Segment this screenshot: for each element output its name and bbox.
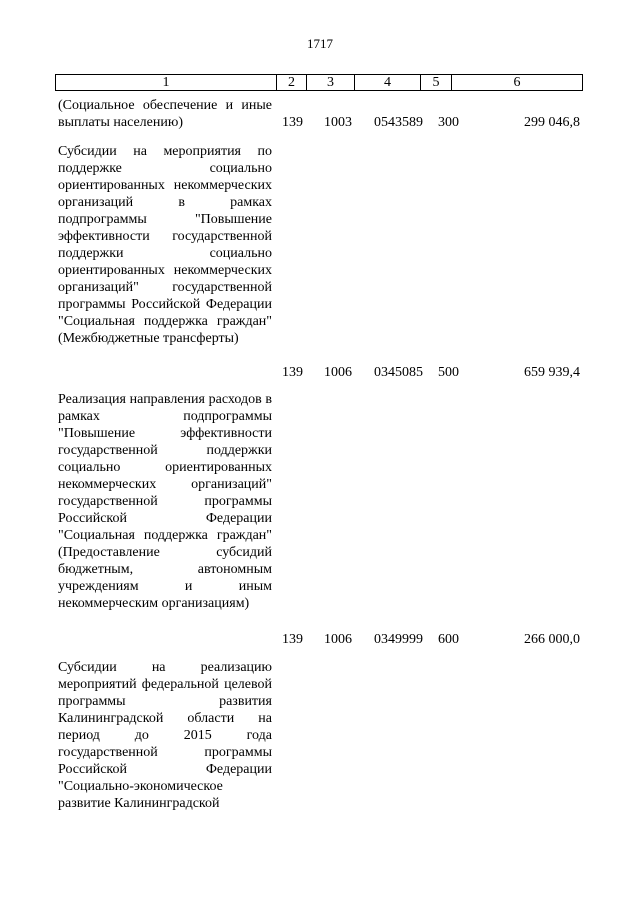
row-description: Субсидии на мероприятия по поддержке социально ориентированных некоммерческих организаций в рамках подпрограммы "Повышение эффективности государственной поддержки социально ориентированных некоммерческих организаций" государственной программы Российской Федерации "Социальная поддержка граждан" (Межбюджетные трансферты)	[58, 144, 272, 346]
cell-col6: 299 046,8	[524, 115, 580, 130]
column-header-row	[56, 75, 583, 91]
row-description: Реализация направления расходов в рамках подпрограммы "Повышение эффективности государственной поддержки социально ориентированных некоммерческих организаций" государственной программы Российской Федерации "Социальная поддержка граждан" (Предоставление субсидий бюджетным, автономным учреждениям и иным некоммерческим организациям)	[58, 392, 272, 611]
column-header: 2	[277, 75, 307, 91]
column-header: 3	[307, 75, 355, 91]
cell-col6: 266 000,0	[524, 632, 580, 647]
column-header: 6	[452, 75, 583, 91]
cell-col5: 600	[438, 632, 459, 647]
row-description: Субсидии на реализацию мероприятий федеральной целевой программы развития Калининградской области на период до 2015 года государственной программы Российской Федерации "Социально-экономическое развитие Калининградской	[58, 660, 272, 811]
cell-col4: 0543589	[374, 115, 423, 130]
row-description: (Социальное обеспечение и иные выплаты населению)	[58, 98, 272, 130]
cell-col3: 1006	[324, 365, 352, 380]
page-number: 1717	[307, 36, 333, 51]
cell-col2: 139	[282, 115, 303, 130]
column-header: 4	[355, 75, 421, 91]
cell-col4: 0345085	[374, 365, 423, 380]
cell-col6: 659 939,4	[524, 365, 580, 380]
cell-col5: 300	[438, 115, 459, 130]
cell-col3: 1006	[324, 632, 352, 647]
column-header-table	[55, 74, 583, 91]
column-header: 1	[56, 75, 277, 91]
cell-col2: 139	[282, 365, 303, 380]
column-header: 5	[421, 75, 452, 91]
cell-col3: 1003	[324, 115, 352, 130]
cell-col5: 500	[438, 365, 459, 380]
cell-col4: 0349999	[374, 632, 423, 647]
cell-col2: 139	[282, 632, 303, 647]
